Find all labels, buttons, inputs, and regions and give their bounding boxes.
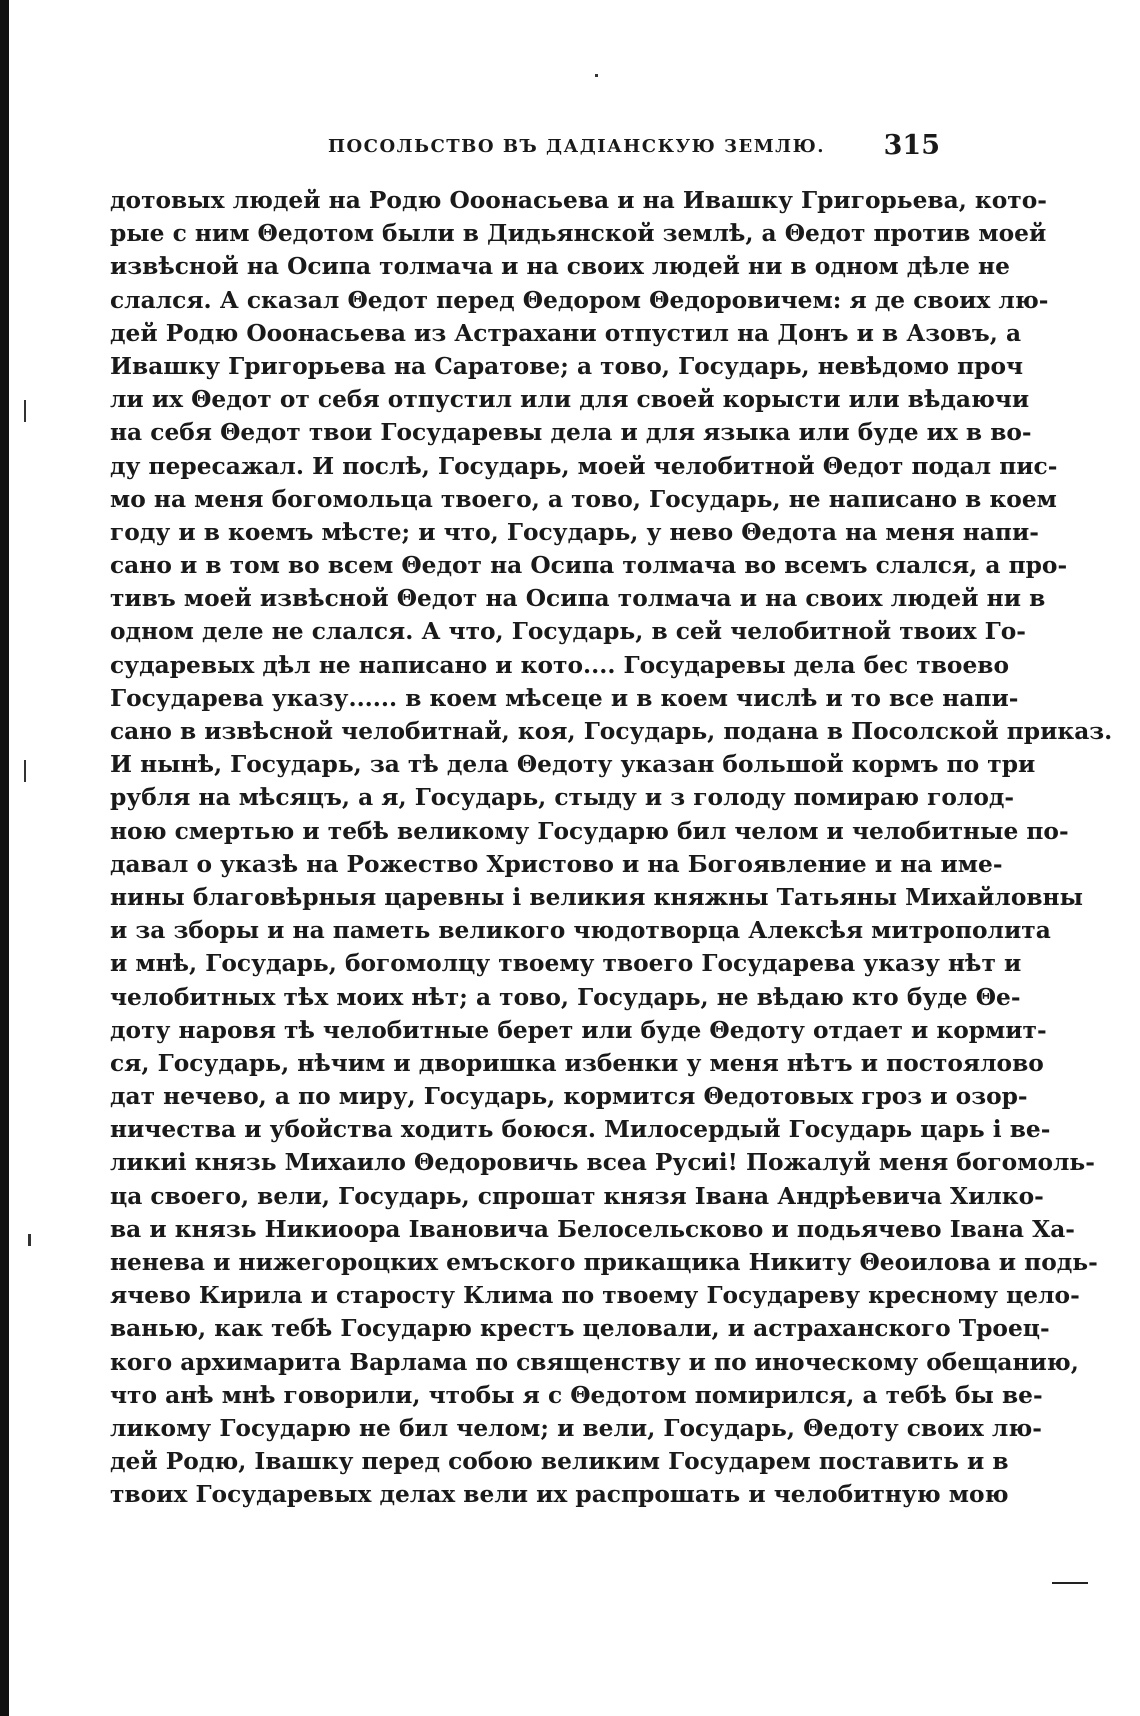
text-line: одном деле не слался. А что, Государь, в сей челобитной твоих Го- xyxy=(110,618,1026,646)
text-line: извѣсной на Осипа толмача и на своих людей ни в одном дѣле не xyxy=(110,253,1010,281)
text-line: ячево Кирила и старосту Клима по твоему Государеву кресному цело- xyxy=(110,1282,1080,1310)
text-line: Ивашку Григорьева на Саратове; а тово, Государь, невѣдомо проч xyxy=(110,352,1024,380)
text-line: ли их Θедот от себя отпустил или для своей корысти или вѣдаючи xyxy=(110,386,1030,414)
text-line: ликиі князь Михаило Θедоровичь всеа Русиі! Пожалуй меня богомоль- xyxy=(110,1149,1095,1177)
text-line: кого архимарита Варлама по священству и по иноческому обещанию, xyxy=(110,1348,1079,1376)
text-line: сударевых дѣл не написано и кото.... Государевы дела бес твоево xyxy=(110,651,1010,679)
text-line: на себя Θедот твои Государевы дела и для языка или буде их в во- xyxy=(110,419,1032,447)
page-number: 315 xyxy=(883,130,940,161)
text-line: твоих Государевых делах вели их распрошать и челобитную мою xyxy=(110,1481,1009,1509)
text-line: ничества и убойства ходить боюся. Милосердый Государь царь і ве- xyxy=(110,1116,1051,1144)
margin-rule xyxy=(1052,1582,1088,1584)
body-text xyxy=(110,184,1113,1512)
text-line: дат нечево, а по миру, Государь, кормится Θедотовых гроз и озор- xyxy=(110,1083,1028,1111)
text-line: нины благовѣрныя царевны і великия княжны Татьяны Михайловны xyxy=(110,883,1083,911)
text-line: рые с ним Θедотом были в Дидьянской землѣ, а Θедот против моей xyxy=(110,220,1047,248)
scan-speck xyxy=(595,74,598,77)
scan-speck xyxy=(24,400,26,422)
text-line: ду пересажал. И послѣ, Государь, моей челобитной Θедот подал пис- xyxy=(110,452,1058,480)
text-line: году и в коемъ мѣсте; и что, Государь, у нево Θедота на меня напи- xyxy=(110,518,1039,546)
text-line: доту наровя тѣ челобитные берет или буде Θедоту отдает и кормит- xyxy=(110,1016,1047,1044)
page-header xyxy=(110,130,940,170)
text-line: и мнѣ, Государь, богомолцу твоему твоего Государева указу нѣт и xyxy=(110,950,1022,978)
text-line: ликому Государю не бил челом; и вели, Государь, Θедоту своих лю- xyxy=(110,1414,1042,1442)
text-line: рубля на мѣсяцъ, а я, Государь, стыду и з голоду помираю голод- xyxy=(110,784,1015,812)
text-line: сано в извѣсной челобитнай, коя, Государь, подана в Посолской приказ. xyxy=(110,718,1113,745)
text-line: дотовых людей на Родю Ооонасьева и на Ивашку Григорьева, кото- xyxy=(110,187,1047,214)
scan-speck xyxy=(24,760,26,782)
text-line: тивъ моей извѣсной Θедот на Осипа толмача и на своих людей ни в xyxy=(110,585,1046,613)
text-line: ся, Государь, нѣчим и дворишка избенки у меня нѣтъ и постоялово xyxy=(110,1049,1044,1077)
text-line: и за зборы и на паметь великого чюдотворца Алексѣя митрополита xyxy=(110,917,1051,945)
text-line: ва и князь Никиоора Івановича Белосельсково и подьячево Івана Ха- xyxy=(110,1215,1075,1243)
text-line: что анѣ мнѣ говорили, чтобы я с Θедотом помирился, а тебѣ бы ве- xyxy=(110,1381,1043,1409)
running-head: ПОСОЛЬСТВО ВЪ ДАДІАНСКУЮ ЗЕМЛЮ. xyxy=(328,136,826,157)
scan-speck xyxy=(28,1234,31,1246)
text-line: ванью, как тебѣ Государю крестъ целовали, и астраханского Троец- xyxy=(110,1315,1050,1343)
text-line: сано и в том во всем Θедот на Осипа толмача во всемъ слался, а про- xyxy=(110,552,1068,580)
text-line: челобитных тѣх моих нѣт; а тово, Государь, не вѣдаю кто буде Θе- xyxy=(110,983,1021,1011)
text-line: Государева указу...... в коем мѣсеце и в коем числѣ и то все напи- xyxy=(110,684,1019,712)
text-line: ною смертью и тебѣ великому Государю бил челом и челобитные по- xyxy=(110,817,1069,845)
text-line: слался. А сказал Θедот перед Θедором Θедоровичем: я де своих лю- xyxy=(110,286,1049,314)
text-line: дей Родю, Івашку перед собою великим Государем поставить и в xyxy=(110,1448,1009,1476)
page-spine-shadow xyxy=(0,0,9,1716)
text-line: ненева и нижегороцких емъского прикащика Никиту Θеоилова и подь- xyxy=(110,1249,1098,1276)
text-line: ца своего, вели, Государь, спрошат князя Івана Андрѣевича Хилко- xyxy=(110,1182,1044,1210)
text-line: давал о указѣ на Рожество Христово и на Богоявление и на име- xyxy=(110,850,1003,878)
text-line: мо на меня богомольца твоего, а тово, Государь, не написано в коем xyxy=(110,485,1057,513)
text-line: дей Родю Ооонасьева из Астрахани отпустил на Донъ и в Азовъ, а xyxy=(110,319,1022,347)
text-line: И нынѣ, Государь, за тѣ дела Θедоту указан большой кормъ по три xyxy=(110,751,1036,779)
